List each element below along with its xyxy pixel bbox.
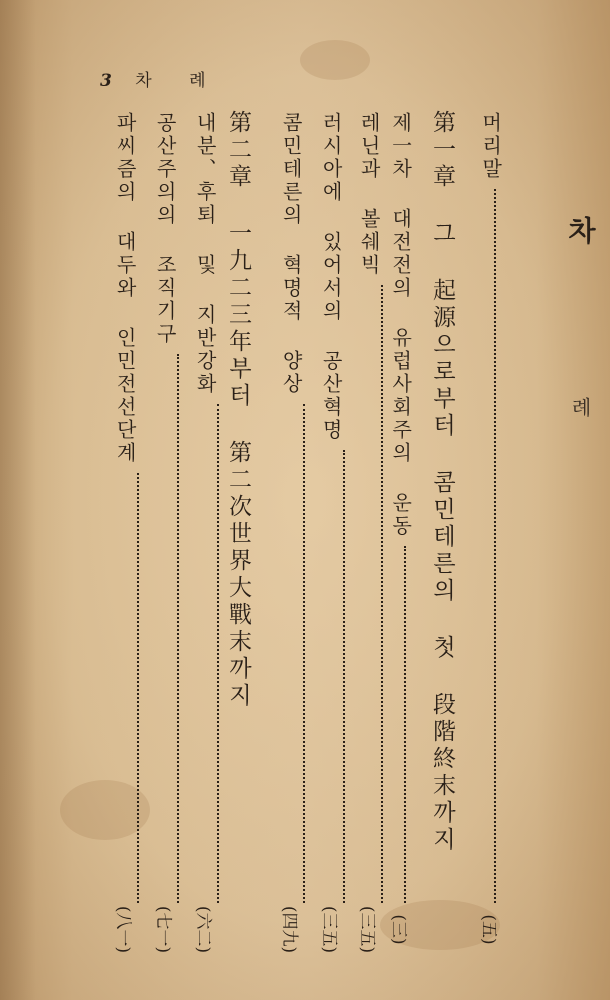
toc-entry-page: (五): [478, 914, 499, 945]
toc-entry-preface: [476, 112, 506, 945]
toc-entry-label: 파씨즘의 대두와 인민전선단계: [113, 112, 138, 465]
toc-entry-page: (三): [388, 914, 409, 945]
dot-leader: [303, 404, 305, 903]
dot-leader: [494, 189, 496, 903]
toc-entry-page: (八一): [113, 905, 134, 954]
toc-entry-page: (四九): [279, 905, 300, 954]
running-head-char-1: 차: [135, 71, 153, 91]
dot-leader: [137, 473, 139, 903]
toc-entry-page: (三五): [319, 905, 340, 954]
toc-entry-label: 러시아에 있어서의 공산혁명: [319, 112, 344, 442]
toc-entry-label: 레닌과 볼쉐빅: [357, 112, 382, 277]
toc-entry-label: 제一차 대전전의 유럽사회주의 운동: [388, 112, 413, 538]
toc-entry-label: 콤민테른의 혁명적 양상: [279, 112, 304, 396]
title-char-1: 차: [564, 216, 597, 304]
chapter-heading-1: 第一章 그 起源으로부터 콤민테른의 첫 段階終末까지: [429, 110, 455, 854]
dot-leader: [177, 354, 179, 903]
toc-entry-page: (三五): [357, 905, 378, 954]
toc-entry-label: 머리말: [478, 112, 503, 181]
toc-entry-page: (七一): [153, 905, 174, 954]
dot-leader: [381, 285, 383, 903]
toc-entry-label: 내분、후퇴 및 지반강화: [193, 112, 218, 396]
page-title: [560, 216, 600, 477]
running-head: [135, 71, 236, 91]
toc-entry: [102, 112, 149, 954]
toc-entry-page: (六二): [193, 905, 214, 954]
dot-leader: [343, 450, 345, 903]
spine-shadow: [0, 0, 36, 1000]
paper-stain: [300, 40, 370, 80]
toc-entry: [268, 112, 315, 954]
title-char-2: 례: [568, 397, 592, 477]
dot-leader: [217, 404, 219, 903]
page-number: 3: [100, 71, 113, 91]
running-head-char-2: 례: [189, 71, 207, 91]
chapter-heading-2: 第二章 一九二三年부터 第二次世界大戰末까지: [225, 110, 251, 710]
toc-entry-label: 공산주의의 조직기구: [153, 112, 178, 346]
dot-leader: [404, 546, 406, 903]
running-header: [100, 66, 237, 91]
